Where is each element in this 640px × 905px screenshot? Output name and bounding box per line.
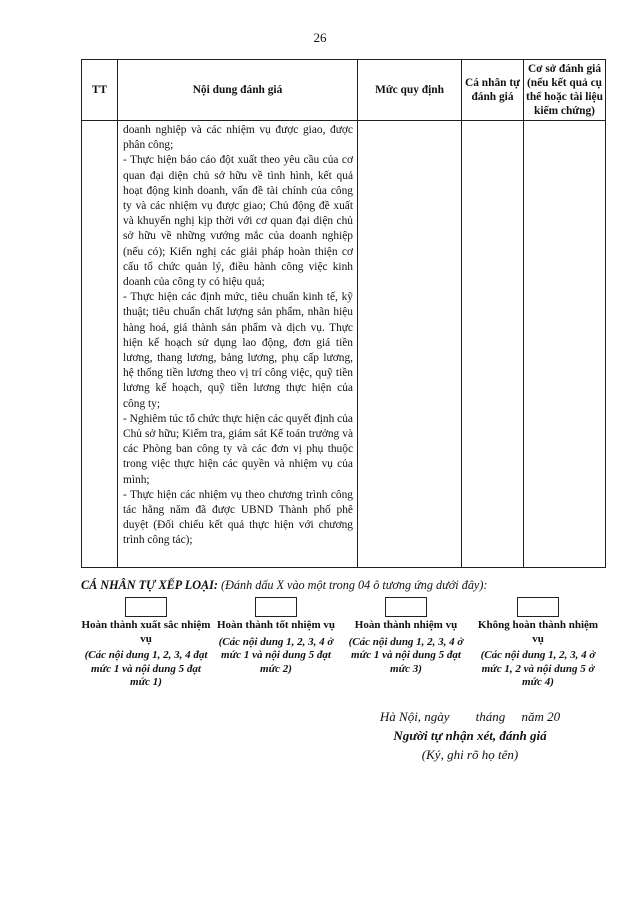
option-checkbox[interactable] [255, 597, 297, 617]
page-number: 26 [313, 30, 327, 45]
content-paragraph: - Nghiêm túc tổ chức thực hiện các quyết định của Chủ sở hữu; Kiểm tra, giám sát Kế toán trưởng và các Phòng ban công ty và các đơn vị phụ thuộc trong việc thực hiện các quyền và nhiệm vụ của mình; [123, 412, 353, 486]
self-rank-label: CÁ NHÂN TỰ XẾP LOẠI: [81, 578, 218, 592]
option-incomplete [473, 597, 603, 690]
table-row [82, 121, 606, 568]
self-rank-options [81, 597, 605, 697]
header-content: Nội dung đánh giá [118, 60, 358, 121]
option-title: Hoàn thành xuất sắc nhiệm vụ [81, 619, 211, 645]
signer-title: Người tự nhận xét, đánh giá [393, 728, 547, 743]
table-header-row [82, 60, 606, 121]
cell-tt [82, 121, 118, 568]
cell-self-eval[interactable] [462, 121, 524, 568]
option-title: Không hoàn thành nhiệm vụ [477, 619, 599, 645]
option-checkbox[interactable] [517, 597, 559, 617]
option-title: Hoàn thành tốt nhiệm vụ [217, 619, 335, 631]
option-condition: (Các nội dung 1, 2, 3, 4 ở mức 1 và nội dung 5 đạt mức 2) [218, 635, 334, 675]
signature-note: (Ký, ghi rõ họ tên) [421, 747, 519, 762]
option-title: Hoàn thành nhiệm vụ [354, 619, 458, 631]
evaluation-table [81, 59, 606, 568]
place-date: Hà Nội, ngày tháng năm 20 [379, 709, 561, 724]
cell-basis[interactable] [524, 121, 606, 568]
cell-content [118, 121, 358, 568]
self-rank-heading [81, 578, 605, 593]
header-tt: TT [82, 60, 118, 121]
option-checkbox[interactable] [125, 597, 167, 617]
header-self-eval: Cá nhân tự đánh giá [462, 60, 524, 121]
cell-level[interactable] [358, 121, 462, 568]
content-paragraph: doanh nghiệp và các nhiệm vụ được giao, được phân công; [123, 124, 353, 152]
option-good [211, 597, 341, 676]
self-rank-hint: (Đánh dấu X vào một trong 04 ô tương ứng dưới đây): [221, 578, 488, 592]
content-paragraph: - Thực hiện các định mức, tiêu chuẩn kinh tế, kỹ thuật; tiêu chuẩn chất lượng sản phẩm, nhãn hiệu hàng hoá, giá thành sản phẩm và dịch vụ. Thực hiện kế hoạch sử dụng lao động, đơn giá tiền lương, thang lương, bảng lương, phụ cấp lương, hệ thống tiền lương theo vị trí công việc, quỹ tiền lương kế hoạch, quỹ tiền lương thực hiện của công ty; [123, 291, 353, 410]
option-condition: (Các nội dung 1, 2, 3, 4 ở mức 1 và nội dung 5 đạt mức 3) [348, 635, 464, 675]
header-basis: Cơ sở đánh giá (nếu kết quả cụ thể hoặc tài liệu kiểm chứng) [524, 60, 606, 121]
option-condition: (Các nội dung 1, 2, 3, 4 đạt mức 1 và nội dung 5 đạt mức 1) [84, 649, 208, 689]
signature-block [340, 707, 600, 764]
content-paragraph: - Thực hiện các nhiệm vụ theo chương trình công tác hằng năm đã được UBND Thành phố phê duyệt (Đối chiếu kết quả thực hiện với chương trình công tác); [123, 488, 353, 547]
option-checkbox[interactable] [385, 597, 427, 617]
option-complete [341, 597, 471, 676]
option-excellent [81, 597, 211, 690]
content-paragraph: - Thực hiện báo cáo đột xuất theo yêu cầu của cơ quan đại diện chủ sở hữu về tình hình, kết quả hoạt động kinh doanh, vấn đề tài chính của công ty và các nhiệm vụ được giao; Chủ động đề xuất và khuyến nghị kịp thời với cơ quan đại diện chủ sở hữu về những vướng mắc của doanh nghiệp (nếu có); Kiến nghị các giải pháp hoàn thiện cơ cấu tổ chức quản lý, điều hành công việc kinh doanh của công ty có hiệu quả; [123, 154, 353, 289]
header-level: Mức quy định [358, 60, 462, 121]
option-condition: (Các nội dung 1, 2, 3, 4 ở mức 1, 2 và nội dung 5 ở mức 4) [480, 649, 596, 689]
